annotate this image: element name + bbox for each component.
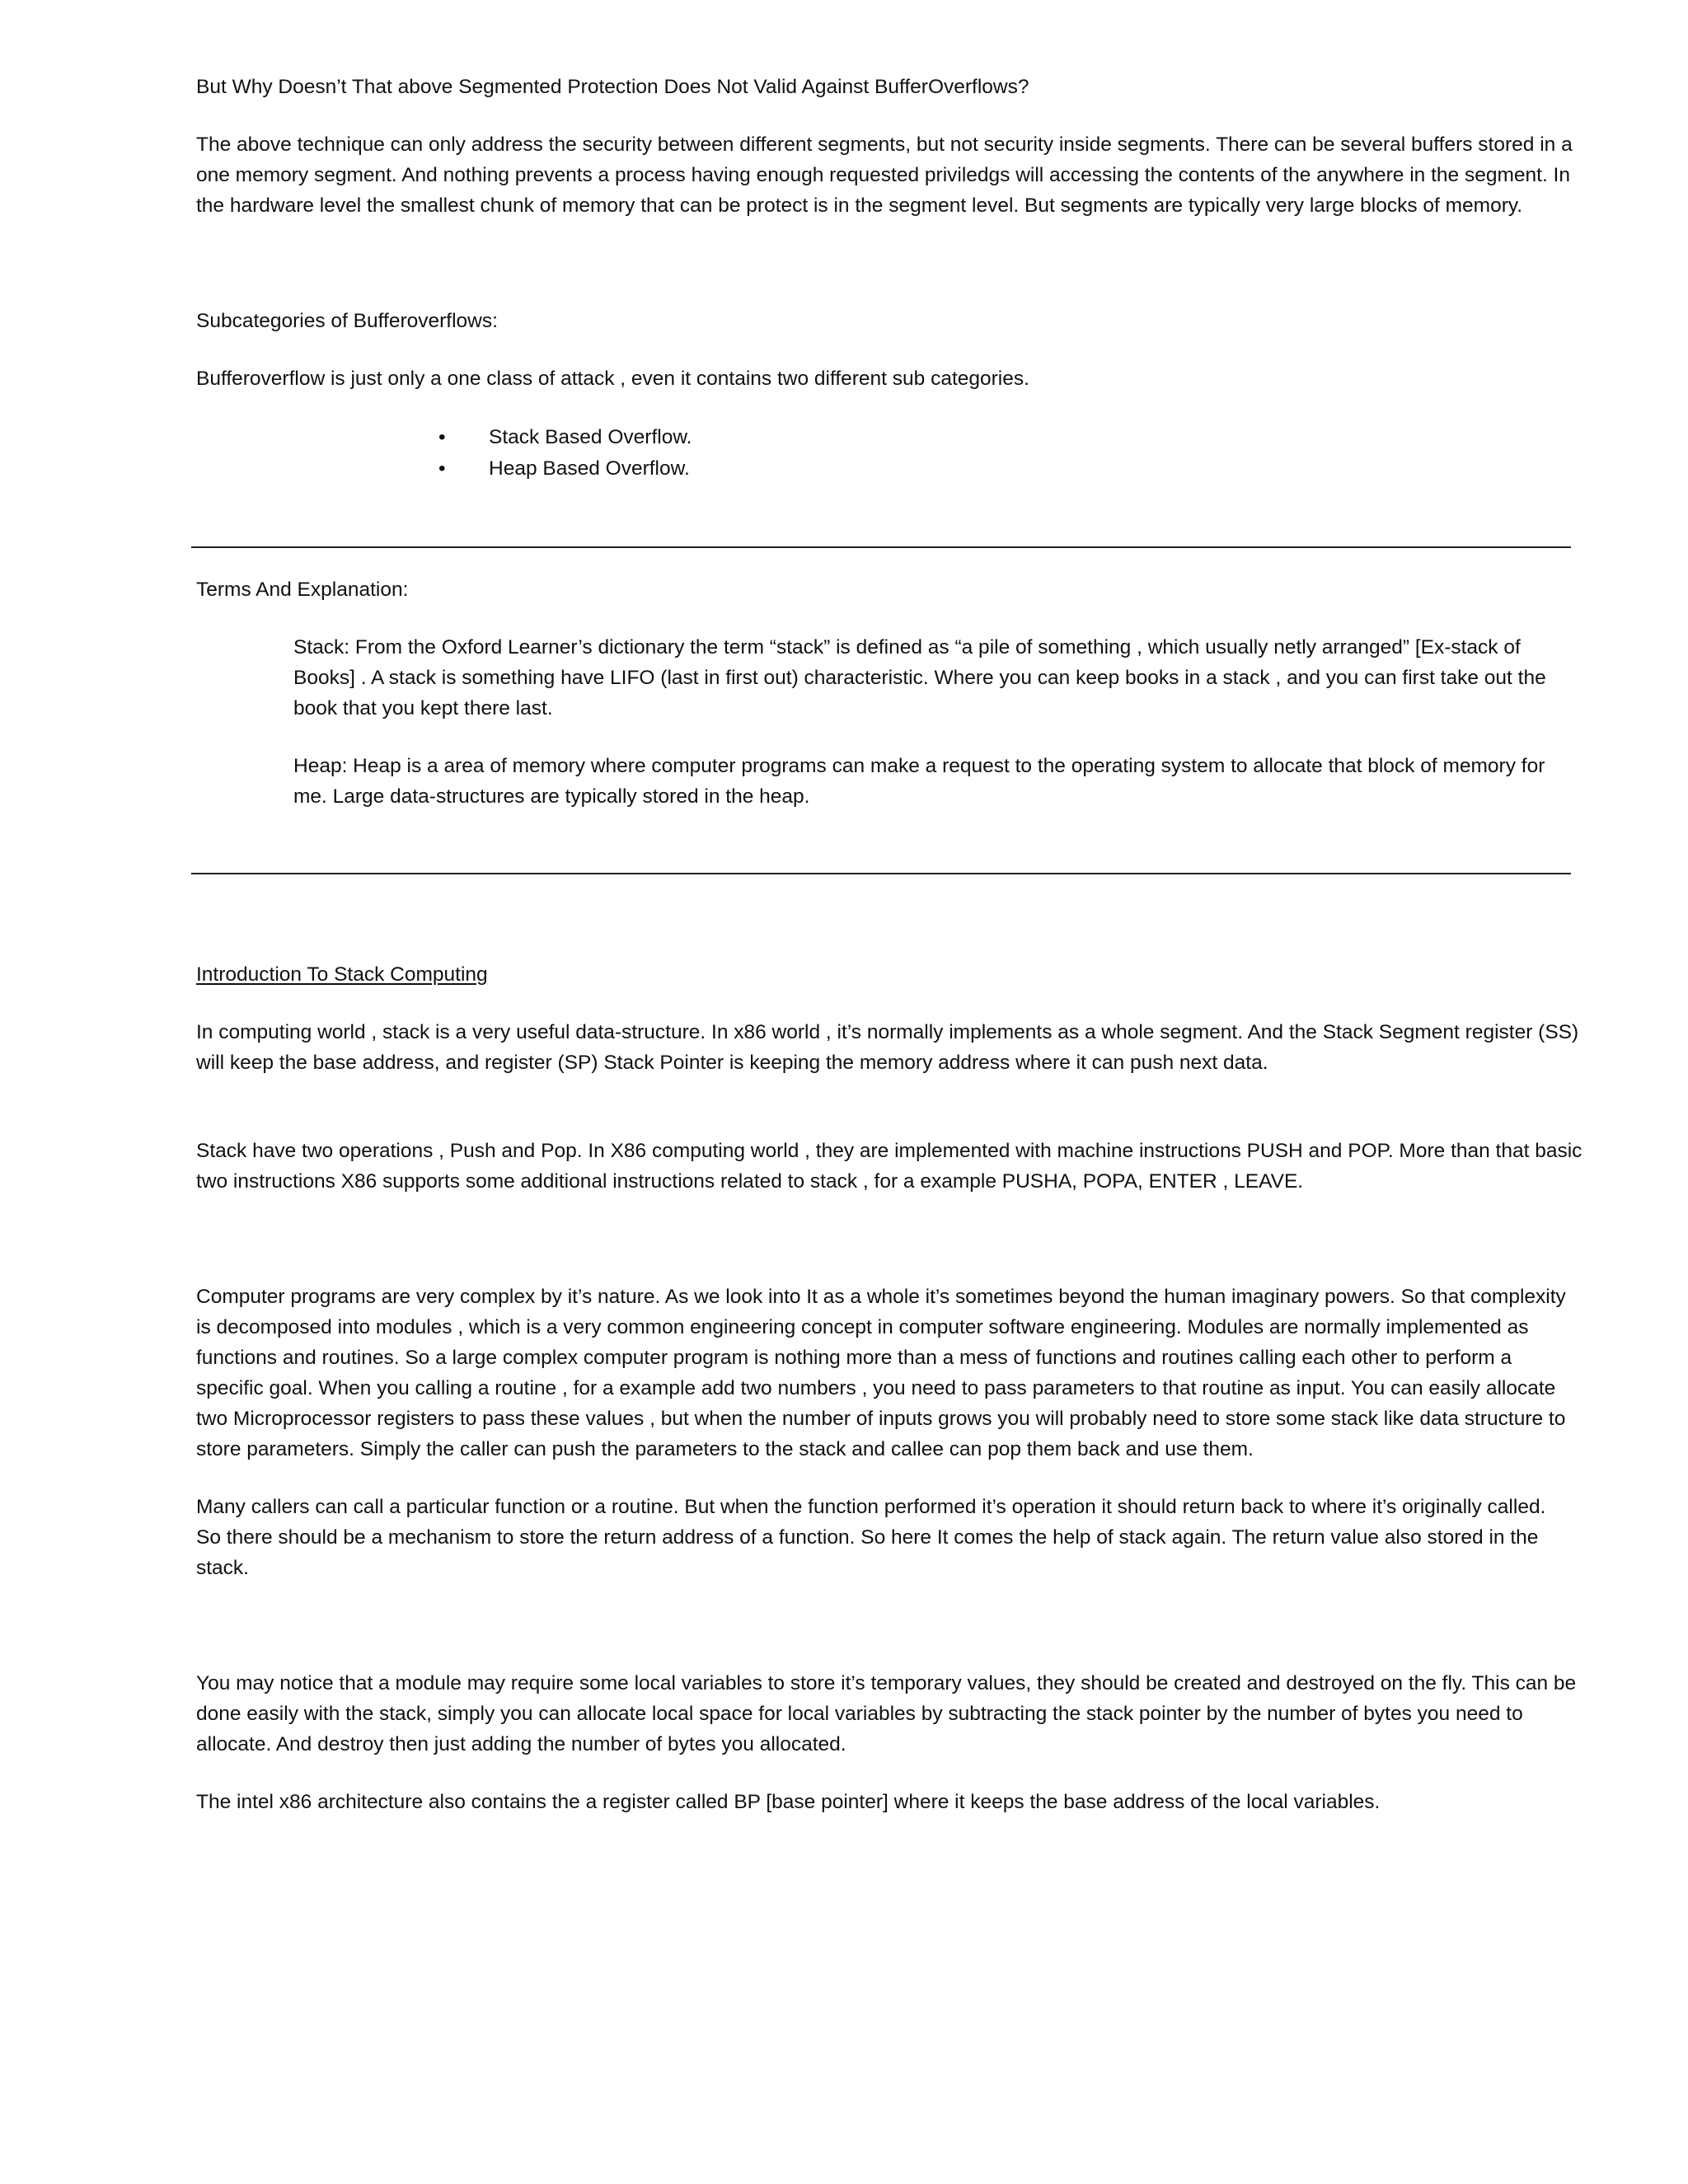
term-stack-line: book that you kept there last.	[293, 697, 553, 719]
paragraph-line: two Microprocessor registers to pass these values , but when the number of inputs grows you will probably need to store some stack like data structure to	[196, 1408, 1566, 1430]
paragraph-line: The intel x86 architecture also contains the a register called BP [base pointer] where it keeps the base address of the local variables.	[196, 1791, 1381, 1813]
paragraph-line: You may notice that a module may require some local variables to store it’s temporary values, they should be created and destroyed on the fly. This can be	[196, 1672, 1577, 1694]
paragraph-line: two instructions X86 supports some additional instructions related to stack , for a example PUSHA, POPA, ENTER , LEAVE.	[196, 1170, 1304, 1193]
paragraph-line: Computer programs are very complex by it’s nature. As we look into It as a whole it’s sometimes beyond the human imaginary powers. So that complexity	[196, 1286, 1566, 1308]
paragraph-line: In computing world , stack is a very useful data-structure. In x86 world , it’s normally implements as a whole segment. And the Stack Segment register (SS)	[196, 1021, 1579, 1043]
paragraph-line: Bufferoverflow is just only a one class of attack , even it contains two different sub categories.	[196, 368, 1029, 390]
section-heading-subcategories: Subcategories of Bufferoverflows:	[196, 310, 498, 332]
bullet-item-stack-overflow: Stack Based Overflow.	[489, 426, 692, 448]
paragraph-line: So there should be a mechanism to store the return address of a function. So here It comes the help of stack again. The return value also stored in the	[196, 1526, 1539, 1549]
paragraph-line: will keep the base address, and register (SP) Stack Pointer is keeping the memory address where it can push next data.	[196, 1052, 1268, 1074]
section-heading-segmented-protection: But Why Doesn’t That above Segmented Protection Does Not Valid Against BufferOverflows?	[196, 76, 1029, 98]
section-heading-terms: Terms And Explanation:	[196, 579, 409, 601]
paragraph-line: allocate. And destroy then just adding the number of bytes you allocated.	[196, 1733, 846, 1755]
bullet-marker: •	[438, 457, 446, 480]
horizontal-rule	[191, 546, 1571, 548]
term-heap-line: Heap: Heap is a area of memory where computer programs can make a request to the operating system to allocate that block of memory for	[293, 755, 1545, 777]
paragraph-line: functions and routines. So a large complex computer program is nothing more than a mess of functions and routines calling each other to perform a	[196, 1347, 1512, 1369]
bullet-marker: •	[438, 426, 446, 448]
horizontal-rule	[191, 873, 1571, 874]
paragraph-line: is decomposed into modules , which is a very common engineering concept in computer software engineering. Modules are normally implemented as	[196, 1316, 1529, 1338]
paragraph-line: specific goal. When you calling a routine , for a example add two numbers , you need to pass parameters to that routine as input. You can easily allocate	[196, 1377, 1556, 1399]
paragraph-line: done easily with the stack, simply you can allocate local space for local variables by subtracting the stack pointer by the number of bytes you need to	[196, 1703, 1523, 1725]
paragraph-line: one memory segment. And nothing prevents a process having enough requested priviledgs will accessing the contents of the anywhere in the segment. In	[196, 164, 1570, 186]
term-stack-line: Stack: From the Oxford Learner’s dictionary the term “stack” is defined as “a pile of something , which usually netly arranged” [Ex-stack of	[293, 636, 1521, 658]
paragraph-line: The above technique can only address the security between different segments, but not security inside segments. There can be several buffers stored in a	[196, 134, 1573, 156]
paragraph-line: stack.	[196, 1557, 249, 1579]
term-heap-line: me. Large data-structures are typically stored in the heap.	[293, 785, 810, 808]
paragraph-line: the hardware level the smallest chunk of memory that can be protect is in the segment level. But segments are typically very large blocks of memory.	[196, 194, 1523, 217]
paragraph-line: Many callers can call a particular function or a routine. But when the function performed it’s operation it should return back to where it’s originally called.	[196, 1496, 1546, 1518]
bullet-item-heap-overflow: Heap Based Overflow.	[489, 457, 690, 480]
term-stack-line: Books] . A stack is something have LIFO (last in first out) characteristic. Where you can keep books in a stack , and you can first take out the	[293, 667, 1546, 689]
section-heading-intro-stack: Introduction To Stack Computing	[196, 963, 488, 986]
paragraph-line: store parameters. Simply the caller can push the parameters to the stack and callee can pop them back and use them.	[196, 1438, 1254, 1460]
paragraph-line: Stack have two operations , Push and Pop. In X86 computing world , they are implemented with machine instructions PUSH and POP. More than that basic	[196, 1140, 1582, 1162]
